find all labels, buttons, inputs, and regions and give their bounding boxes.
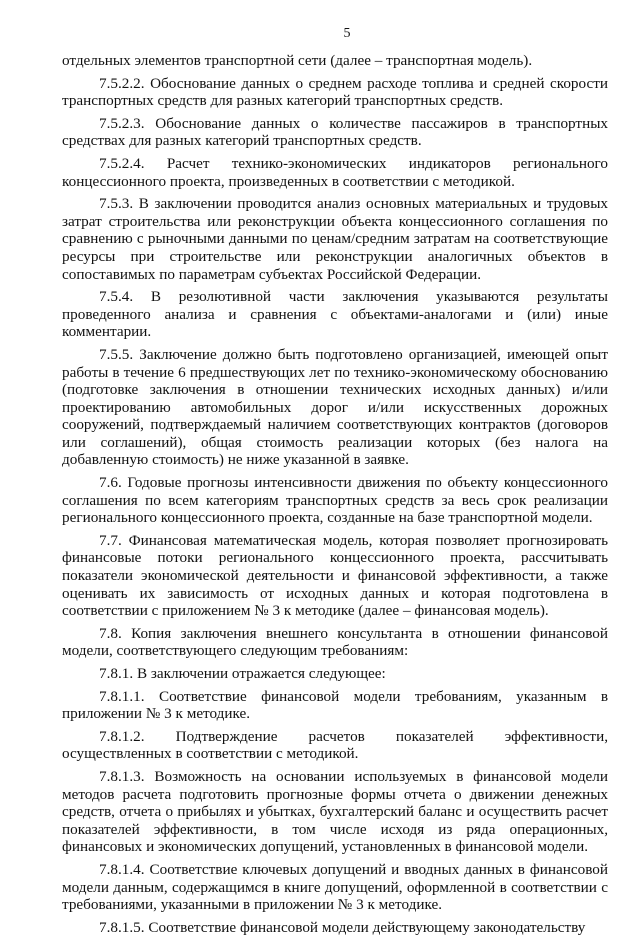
- paragraph-7-8-1-4: 7.8.1.4. Соответствие ключевых допущений и вводных данных в финансовой модели данным, содержащимся в книге допущений, оформленной в соответствии с требованиями, указанными в приложении № 3 к методике.: [62, 860, 608, 914]
- paragraph-7-5-2-4: 7.5.2.4. Расчет технико-экономических индикаторов регионального концессионного проекта, произведенных в соответствии с методикой.: [62, 154, 608, 190]
- document-body: [62, 52, 608, 936]
- page-number: 5: [343, 26, 351, 41]
- paragraph-7-8-1-1: 7.8.1.1. Соответствие финансовой модели требованиям, указанным в приложении № 3 к методике.: [62, 687, 608, 723]
- paragraph-7-5-2-2: 7.5.2.2. Обоснование данных о среднем расходе топлива и средней скорости транспортных средств для разных категорий транспортных средств.: [62, 74, 608, 110]
- paragraph-7-5-2-3: 7.5.2.3. Обоснование данных о количестве пассажиров в транспортных средствах для разных категорий транспортных средств.: [62, 114, 608, 150]
- paragraph-7-8-1: 7.8.1. В заключении отражается следующее:: [99, 665, 386, 682]
- paragraph-7-5-3: 7.5.3. В заключении проводится анализ основных материальных и трудовых затрат строительства или реконструкции объекта концессионного соглашения по сравнению с рыночными данными по ценам/средним затратам на соответствующие ресурсы при строительстве или реконструкции аналогичных объектов в сопоставимых по параметрам субъектах Российской Федерации.: [62, 195, 608, 283]
- paragraph-7-5-4: 7.5.4. В резолютивной части заключения указываются результаты проведенного анализа и сравнения с объектами-аналогами и (или) иные комментарии.: [62, 288, 608, 341]
- paragraph-7-8-1-2: 7.8.1.2. Подтверждение расчетов показателей эффективности, осуществленных в соответствии с методикой.: [62, 727, 608, 763]
- paragraph-7-7: 7.7. Финансовая математическая модель, которая позволяет прогнозировать финансовые потоки регионального концессионного проекта, рассчитывать показатели экономической деятельности и финансовой эффективности, а также оценивать их зависимость от исходных данных и которая подготовлена в соответствии с приложением № 3 к методике (далее – финансовая модель).: [62, 531, 608, 620]
- paragraph-7-6: 7.6. Годовые прогнозы интенсивности движения по объекту концессионного соглашения по всем категориям транспортных средств за весь срок реализации регионального концессионного проекта, созданные на базе транспортной модели.: [62, 474, 608, 527]
- paragraph-7-8-1-3: 7.8.1.3. Возможность на основании используемых в финансовой модели методов расчета подготовить прогнозные формы отчета о движении денежных средств, отчета о прибылях и убытках, бухгалтерский баланс и осуществить расчет показателей эффективности, в том числе исходя из ряда операционных, финансовых и экономических допущений, установленных в финансовой модели.: [62, 767, 608, 856]
- paragraph-7-8: 7.8. Копия заключения внешнего консультанта в отношении финансовой модели, соответствующего следующим требованиям:: [62, 624, 608, 660]
- paragraph-7-8-1-5: 7.8.1.5. Соответствие финансовой модели действующему законодательству: [99, 918, 586, 936]
- paragraph-continuation: отдельных элементов транспортной сети (далее – транспортная модель).: [62, 52, 533, 69]
- paragraph-7-5-5: 7.5.5. Заключение должно быть подготовлено организацией, имеющей опыт работы в течение 6 предшествующих лет по технико-экономическому обоснованию (подготовке заключения в отношении технических исходных данных) и/или проектированию автомобильных дорог и/или искусственных дорожных сооружений, подтверждаемый наличием соответствующих контрактов (договоров или соглашений), общая стоимость реализации которых (без налога на добавленную стоимость) не ниже указанной в заявке.: [62, 345, 608, 469]
